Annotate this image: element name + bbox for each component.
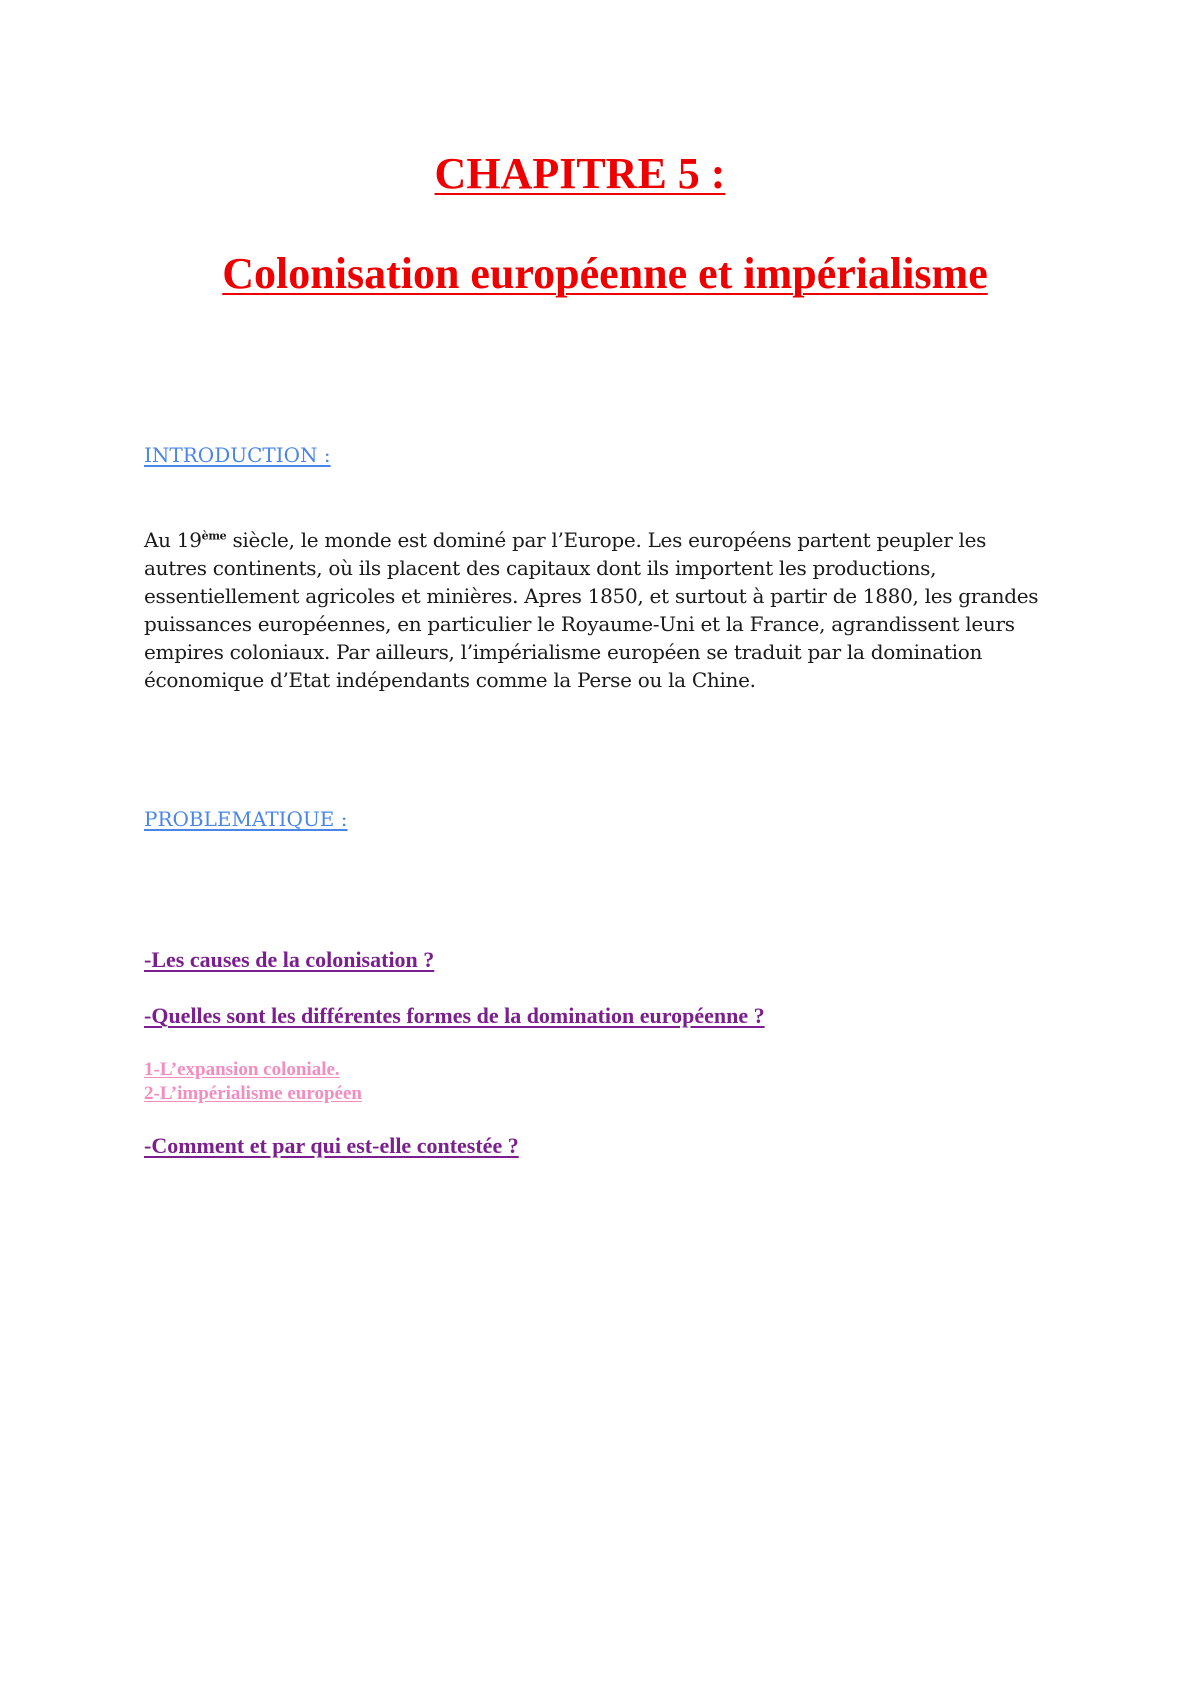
- intro-superscript: ème: [201, 529, 227, 543]
- question-causes: -Les causes de la colonisation ?: [144, 947, 435, 972]
- intro-text-start: Au 19: [144, 528, 202, 552]
- subpoint-expansion-coloniale: 1-L’expansion coloniale.: [144, 1059, 340, 1080]
- chapter-subtitle-text: Colonisation européenne et impérialisme: [222, 249, 988, 298]
- introduction-heading: INTRODUCTION :: [144, 443, 331, 467]
- chapter-title-text: CHAPITRE 5 :: [434, 149, 726, 198]
- subpoint-imperialisme-europeen: 2-L’impérialisme européen: [144, 1083, 362, 1104]
- problematique-heading: PROBLEMATIQUE :: [144, 807, 348, 831]
- introduction-paragraph: [144, 526, 1044, 694]
- chapter-title: [0, 148, 1160, 200]
- question-contestation: -Comment et par qui est-elle contestée ?: [144, 1133, 519, 1158]
- chapter-subtitle: [0, 248, 1200, 300]
- question-formes-domination: -Quelles sont les différentes formes de la domination européenne ?: [144, 1003, 765, 1028]
- intro-text-rest: siècle, le monde est dominé par l’Europe. Les européens partent peupler les autres continents, où ils placent des capitaux dont ils importent les productions, essentiellement agricoles et minières. Apres 1850, et surtout à partir de 1880, les grandes puissances européennes, en particulier le Royaume-Uni et la France, agrandissent leurs empires coloniaux. Par ailleurs, l’impérialisme européen se traduit par la domination économique d’Etat indépendants comme la Perse ou la Chine.: [144, 528, 1039, 692]
